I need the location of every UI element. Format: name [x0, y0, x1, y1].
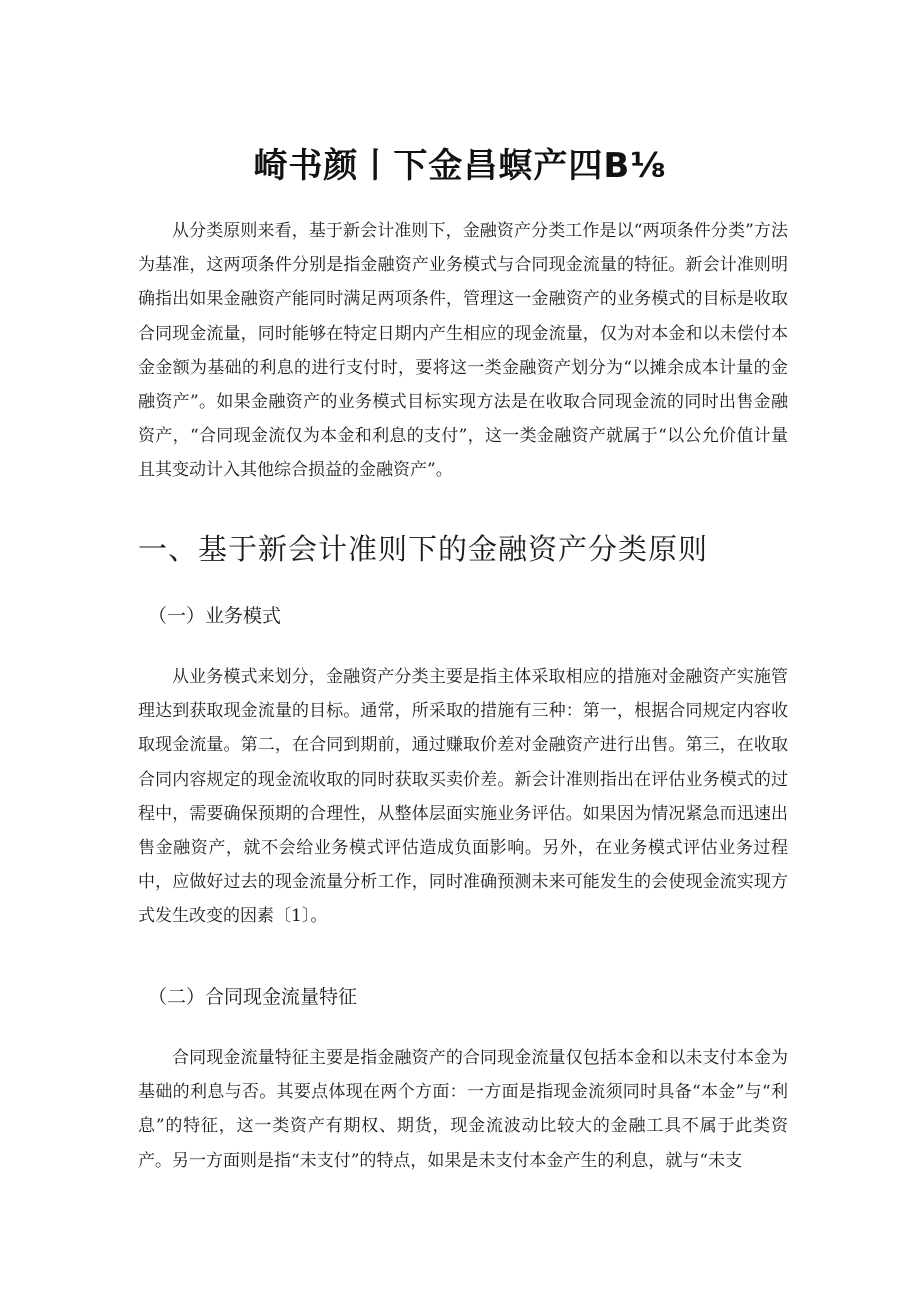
subsection-heading-cash-flow: （二）合同现金流量特征	[148, 986, 358, 1008]
business-model-paragraph: 从业务模式来划分，金融资产分类主要是指主体采取相应的措施对金融资产实施管理达到获取现金流量的目标。通常，所采取的措施有三种：第一，根据合同规定内容收取现金流量。第二，在合同到期前，通过赚取价差对金融资产进行出售。第三，在收取合同内容规定的现金流收取的同时获取买卖价差。新会计准则指出在评估业务模式的过程中，需要确保预期的合理性，从整体层面实施业务评估。如果因为情况紧急而迅速出售金融资产，就不会给业务模式评估造成负面影响。另外，在业务模式评估业务过程中，应做好过去的现金流量分析工作，同时准确预测未来可能发生的会使现金流实现方式发生改变的因素〔1〕。	[138, 667, 788, 927]
subsection-heading-business-model: （一）业务模式	[148, 605, 282, 627]
section-heading: 一、基于新会计准则下的金融资产分类原则	[138, 532, 709, 566]
document-title: 崎书颜丨下金昌螟产四B⅛	[253, 146, 667, 186]
cash-flow-paragraph: 合同现金流量特征主要是指金融资产的合同现金流量仅包括本金和以未支付本金为基础的利息与否。其要点体现在两个方面：一方面是指现金流须同时具备“本金”与“利息”的特征，这一类资产有期权、期货，现金流波动比较大的金融工具不属于此类资产。另一方面则是指“未支付”的特点，如果是未支付本金产生的利息，就与“未支	[138, 1048, 788, 1171]
intro-paragraph: 从分类原则来看，基于新会计准则下，金融资产分类工作是以“两项条件分类”方法为基准，这两项条件分别是指金融资产业务模式与合同现金流量的特征。新会计准则明确指出如果金融资产能同时满足两项条件，管理这一金融资产的业务模式的目标是收取合同现金流量，同时能够在特定日期内产生相应的现金流量，仅为对本金和以未偿付本金金额为基础的利息的进行支付时，要将这一类金融资产划分为“以摊余成本计量的金融资产”。如果金融资产的业务模式目标实现方法是在收取合同现金流的同时出售金融资产，“合同现金流仅为本金和利息的支付”，这一类金融资产就属于“以公允价值计量且其变动计入其他综合损益的金融资产”。	[138, 221, 788, 481]
